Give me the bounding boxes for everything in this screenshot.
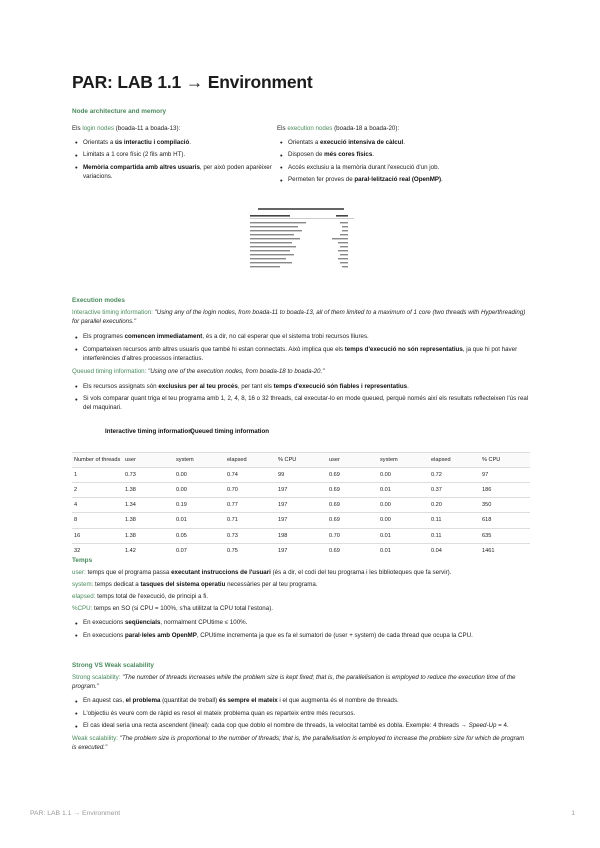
table-row [72,483,530,498]
table-cell: 0.69 [327,468,378,483]
table-cell: 8 [72,513,123,528]
table-cell: 0.69 [327,483,378,498]
table-cell: 0.73 [225,528,276,543]
table-cell: 0.01 [378,543,429,558]
table-row [72,468,530,483]
scalability-section [72,661,530,753]
execution-modes-heading: Execution modes [72,297,125,304]
login-nodes-list [72,139,272,182]
temps-list [72,619,530,640]
list-item: • Orientats a execució intensiva de càlcul. [277,139,527,148]
weak-scalability-quote: Weak scalability: "The problem size is proportional to the number of threads; that is, the parallelisation is employed to increase the problem size for which de program is executed." [72,734,525,751]
timing-table-section [72,428,530,558]
table-cell: 186 [480,483,530,498]
table-cell: 16 [72,528,123,543]
interactive-timing-quote: Interactive timing information: "Using any of the login nodes, from boada-11 to boada-13, all of them limited to a maximum of 1 core (two threads with Hyperthreading) for parallel executions." [72,309,526,326]
table-row [72,513,530,528]
table-cell: 0.01 [378,483,429,498]
table-cell: 0.69 [327,543,378,558]
list-item: • Els recursos assignats són exclusius per al teu procés, per tant els temps d'execució són fiables i representatius. [72,383,530,392]
table-header-cell: system [174,453,225,468]
list-item: • Memòria compartida amb altres usuaris, per això poden aparèixer variacions. [72,164,272,182]
table-cell: 32 [72,543,123,558]
queued-timing-list [72,383,530,413]
execution-nodes-column [277,125,527,189]
temps-elapsed-def: elapsed: temps total de l'execució, de principi a fi. [72,593,209,601]
table-cell: 0.73 [123,468,174,483]
list-item: • Si vols comparar quant triga el teu programa amb 1, 2, 4, 8, 16 o 32 threads, cal executar-lo en mode queued, perquè només així els resultats reflecteixen l'ús real del maquinari. [72,395,530,413]
list-item: • Permeten fer proves de paral·lelització real (OpenMP). [277,176,527,185]
table-cell: 1.34 [123,498,174,513]
page-footer [30,809,575,819]
login-nodes-column [72,125,272,185]
table-cell: 0.69 [327,513,378,528]
table-cell: 1 [72,468,123,483]
list-item: • El cas ideal seria una recta ascendent (lineal): cada cop que doblo el nombre de threads, la velocitat també es dobla. Exemple: 4 threads → Speed-Up = 4. [72,722,530,731]
table-cell: 197 [276,498,327,513]
table-cell: 0.07 [174,543,225,558]
list-item: • Orientats a ús interactiu i compilació. [72,139,272,148]
strong-scalability-quote: Strong scalability: "The number of threads increases while the problem size is kept fixed; that is, the parallelisation is employed to reduce the execution time of the program." [72,674,516,691]
table-row [72,498,530,513]
table-cell: 0.75 [225,543,276,558]
table-header-cell: user [123,453,174,468]
table-cell: 0.70 [327,528,378,543]
execution-nodes-intro: Els execution nodes (boada-18 a boada-20): [277,125,400,132]
list-item: • Disposen de més cores físics. [277,151,527,160]
table-cell: 0.00 [378,513,429,528]
interactive-timing-list [72,333,530,363]
scalability-heading: Strong VS Weak scalability [72,662,154,669]
list-item: • Limitats a 1 core físic (2 fils amb HT). [72,151,272,160]
group-queued-label: Queued timing information [190,428,270,435]
table-cell: 1461 [480,543,530,558]
execution-modes-section [72,296,530,417]
login-nodes-intro: Els login nodes (boada-11 a boada-13): [72,125,181,132]
table-cell: 97 [480,468,530,483]
list-item: • Comparteixen recursos amb altres usuaris que també hi estan connectats. Això implica que els temps d'execució no són representatius, ja que hi pot haver interferències d'altres processos interactius. [72,346,530,364]
table-cell: 0.19 [174,498,225,513]
footer-title: PAR: LAB 1.1 → Environment [30,810,121,817]
table-cell: 0.69 [327,498,378,513]
table-header-cell: elapsed [429,453,480,468]
table-cell: 197 [276,483,327,498]
table-header-cell: % CPU [480,453,530,468]
table-cell: 1.38 [123,483,174,498]
temps-section [72,556,530,644]
table-cell: 0.20 [429,498,480,513]
table-cell: 0.74 [225,468,276,483]
table-cell: 0.00 [174,468,225,483]
table-cell: 198 [276,528,327,543]
table-cell: 0.00 [378,498,429,513]
execution-nodes-list [277,139,527,185]
table-cell: 350 [480,498,530,513]
page-number: 1 [571,810,575,817]
table-cell: 1.38 [123,513,174,528]
table-cell: 0.04 [429,543,480,558]
timing-table [72,452,530,558]
table-cell: 197 [276,543,327,558]
table-cell: 0.05 [174,528,225,543]
table-cell: 0.72 [429,468,480,483]
table-row [72,528,530,543]
list-item: • Els programes comencen immediatament, és a dir, no cal esperar que el sistema trobi recursos lliures. [72,333,530,342]
queued-timing-quote: Queued timing information: "Using one of the execution nodes, from boada-18 to boada-20." [72,367,325,375]
page-title: PAR: LAB 1.1 → Environment [72,72,313,92]
table-cell: 1.42 [123,543,174,558]
list-item: • Accés exclusiu a la memòria durant l'execució d'un job. [277,164,527,173]
table-header-cell: user [327,453,378,468]
table-cell: 0.37 [429,483,480,498]
table-header-cell: system [378,453,429,468]
table-header-cell: % CPU [276,453,327,468]
table-cell: 0.71 [225,513,276,528]
table-cell: 99 [276,468,327,483]
table-cell: 635 [480,528,530,543]
table-header-cell: Number of threads [72,453,123,468]
table-cell: 0.11 [429,513,480,528]
login-nodes-link: login nodes [82,125,114,132]
table-cell: 0.77 [225,498,276,513]
list-item: • En execucions paral·leles amb OpenMP, CPUtime incrementa ja que es fa el sumatori de (user + system) de cada thread que ocupa la CPU. [72,632,530,641]
list-item: • En aquest cas, el problema (quantitat de treball) és sempre el mateix i el que augmenta és el nombre de threads. [72,697,530,706]
table-cell: 0.00 [378,468,429,483]
table-cell: 0.00 [174,483,225,498]
table-cell: 0.01 [378,528,429,543]
table-cell: 0.01 [174,513,225,528]
table-header-row [72,453,530,468]
table-header-cell: elapsed [225,453,276,468]
node-architecture-heading: Node architecture and memory [72,108,167,115]
temps-system-def: system: temps dedicat a tasques del sistema operatiu necessàries per al teu programa. [72,581,318,589]
list-item: • En execucions seqüencials, normalment CPUtime ≤ 100%. [72,619,530,628]
node-spec-figure [246,205,358,285]
temps-cpu-def: %CPU: temps en SO (si CPU = 100%, s'ha utilitzat la CPU total l'estona). [72,605,273,613]
timing-table-group-headers [72,428,530,452]
table-cell: 0.70 [225,483,276,498]
node-architecture-section [72,107,530,116]
table-cell: 618 [480,513,530,528]
table-body [72,468,530,558]
list-item: • L'objectiu és veure com de ràpid es resol el mateix problema quan es reparteix entre més recursos. [72,710,530,719]
scalability-list [72,697,530,731]
table-cell: 1.38 [123,528,174,543]
table-cell: 197 [276,513,327,528]
table-cell: 2 [72,483,123,498]
group-interactive-label: Interactive timing information [105,428,192,435]
table-cell: 4 [72,498,123,513]
table-cell: 0.11 [429,528,480,543]
execution-nodes-link: execution nodes [287,125,333,132]
temps-user-def: user: temps que el programa passa executant instruccions de l'usuari (és a dir, el codi del teu programa i les biblioteques que fa servir). [72,569,452,577]
temps-heading: Temps [72,557,93,564]
